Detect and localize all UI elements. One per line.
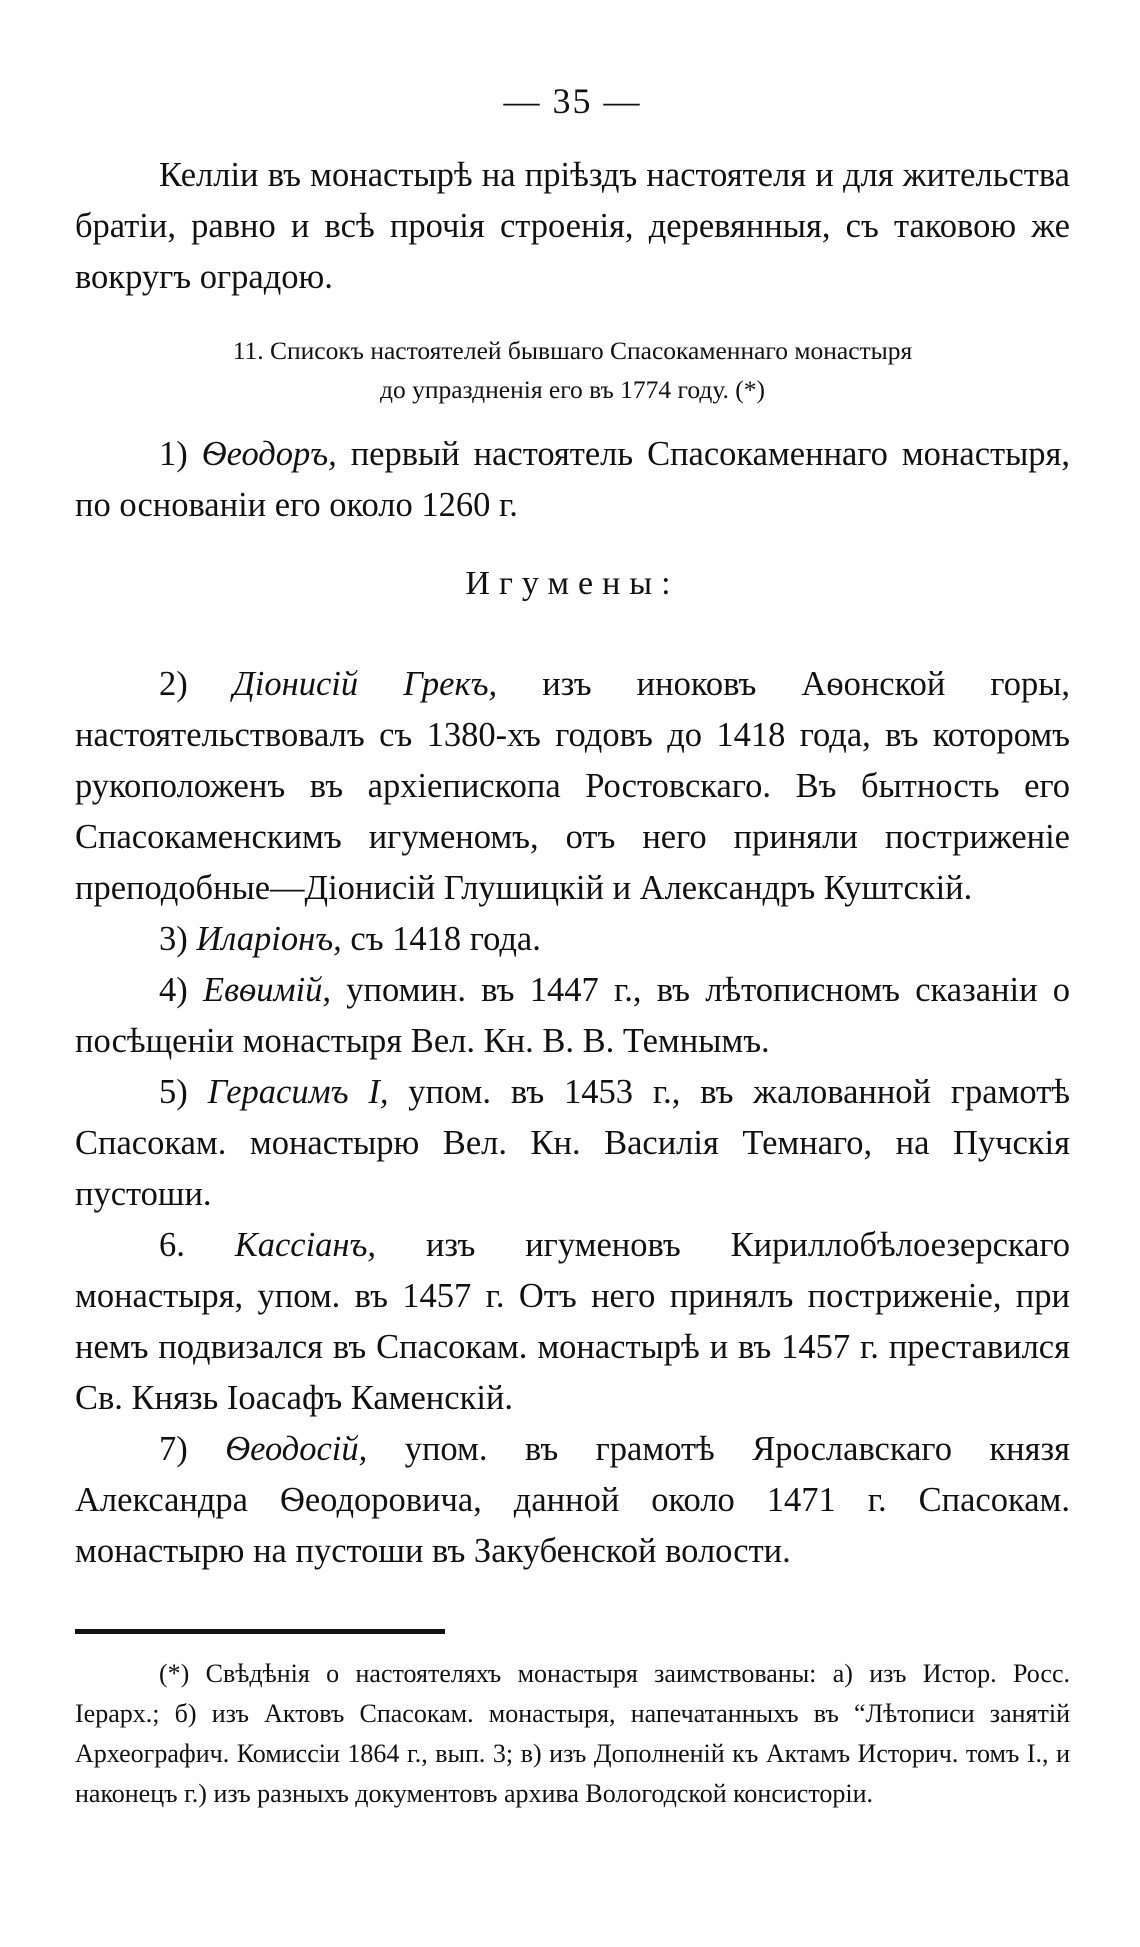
page-number: — 35 — <box>503 81 642 121</box>
entry-number: 2) <box>159 665 188 703</box>
entry-name: Ѳеодосій, <box>225 1430 368 1468</box>
entry-6 <box>75 1220 1070 1424</box>
intro-paragraph: Келліи въ монастырѣ на пріѣздъ настоятеля и для жительства братіи, равно и всѣ прочія строенія, деревянныя, съ таковою же вокругъ оградою. <box>75 156 1070 296</box>
book-page <box>75 80 1070 1814</box>
entry-text: изъ иноковъ Аѳонской горы, настоятельствовалъ съ 1380-хъ годовъ до 1418 года, въ которомъ рукоположенъ въ архіепископа Ростовскаго. Въ бытность его Спасокаменскимъ игуменомъ, отъ него приняли постриженіе преподобные—Діонисій Глушицкій и Александръ Куштскій. <box>75 665 1071 907</box>
entry-text: упомин. въ 1447 г., въ лѣтописномъ сказаніи о посѣщеніи монастыря Вел. Кн. В. В. Темнымъ. <box>75 971 1071 1060</box>
list-heading <box>75 331 1070 409</box>
entry-name: Ѳеодоръ, <box>201 435 337 473</box>
entry-number: 3) <box>159 920 188 958</box>
entry-4 <box>75 965 1070 1067</box>
footnote: (*) Свѣдѣнія о настоятеляхъ монастыря заимствованы: а) изъ Истор. Росс. Іерарх.; б) изъ Актовъ Спасокам. монастыря, напечатанныхъ въ “Лѣтописи занятій Археографич. Комиссіи 1864 г., вып. 3; в) изъ Дополненій къ Актамъ Историч. томъ I., и наконецъ г.) изъ разныхъ документовъ архива Вологодской консисторіи. <box>75 1659 1070 1808</box>
entry-text: упом. въ грамотѣ Ярославскаго князя Александра Ѳеодоровича, данной около 1471 г. Спасокам. монастырю на пустоши въ Закубенской волости. <box>75 1430 1070 1570</box>
entry-name: Герасимъ I, <box>207 1073 389 1111</box>
entry-number: 7) <box>159 1430 188 1468</box>
entry-name: Евѳимій, <box>203 971 332 1009</box>
entry-number: 1) <box>159 435 188 473</box>
entry-text: съ 1418 года. <box>350 920 541 958</box>
entry-text: первый настоятель Спасокаменнаго монастыря, по основаніи его около 1260 г. <box>75 435 1071 524</box>
entry-name: Діонисій Грекъ, <box>232 665 498 703</box>
entry-5 <box>75 1067 1070 1220</box>
list-heading-line-1: 11. Списокъ настоятелей бывшаго Спасокаменнаго монастыря <box>232 336 913 365</box>
entry-number: 4) <box>159 971 188 1009</box>
entry-1 <box>75 429 1070 531</box>
entry-name: Иларіонъ, <box>196 920 342 958</box>
entry-number: 5) <box>159 1073 188 1111</box>
entry-2 <box>75 659 1070 914</box>
entry-number: 6. <box>159 1226 185 1264</box>
entry-text: упом. въ 1453 г., въ жалованной грамотѣ Спасокам. монастырю Вел. Кн. Василія Темнаго, на Пучскія пустоши. <box>75 1073 1071 1213</box>
list-heading-line-2: до упраздненія его въ 1774 году. (*) <box>379 375 766 404</box>
footnote-divider <box>75 1629 445 1634</box>
entry-text: изъ игуменовъ Кириллобѣлоезерскаго монастыря, упом. въ 1457 г. Отъ него принялъ постриженіе, при немъ подвизался въ Спасокам. монастырѣ и въ 1457 г. преставился Св. Князь Іоасафъ Каменскій. <box>75 1226 1071 1417</box>
entry-name: Кассіанъ, <box>234 1226 377 1264</box>
entry-7 <box>75 1424 1070 1577</box>
section-heading: Игумены: <box>465 565 680 602</box>
entry-3 <box>75 914 1070 965</box>
